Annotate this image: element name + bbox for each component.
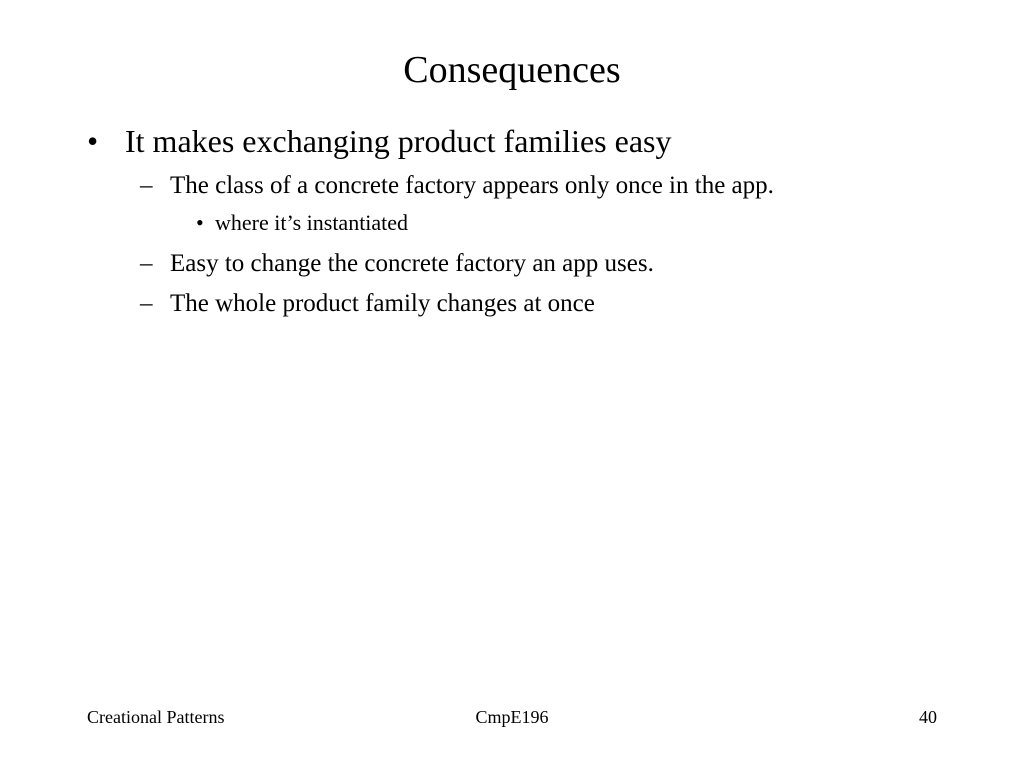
bullet-marker: • (196, 210, 204, 235)
dash-marker: – (140, 250, 153, 277)
slide-number: 40 (919, 707, 937, 727)
bullet-text: It makes exchanging product families easy (125, 123, 672, 159)
footer-center-text: CmpE196 (475, 707, 549, 727)
bullet-text: The whole product family changes at once (170, 290, 595, 317)
bullet-text: where it’s instantiated (215, 210, 409, 235)
bullet-text: Easy to change the concrete factory an app uses. (170, 250, 654, 277)
footer-left-text: Creational Patterns (87, 707, 225, 727)
bullet-marker: • (87, 123, 99, 159)
slide-title: Consequences (403, 49, 621, 91)
bullet-text: The class of a concrete factory appears only once in the app. (170, 172, 774, 199)
dash-marker: – (140, 172, 153, 199)
dash-marker: – (140, 290, 153, 317)
